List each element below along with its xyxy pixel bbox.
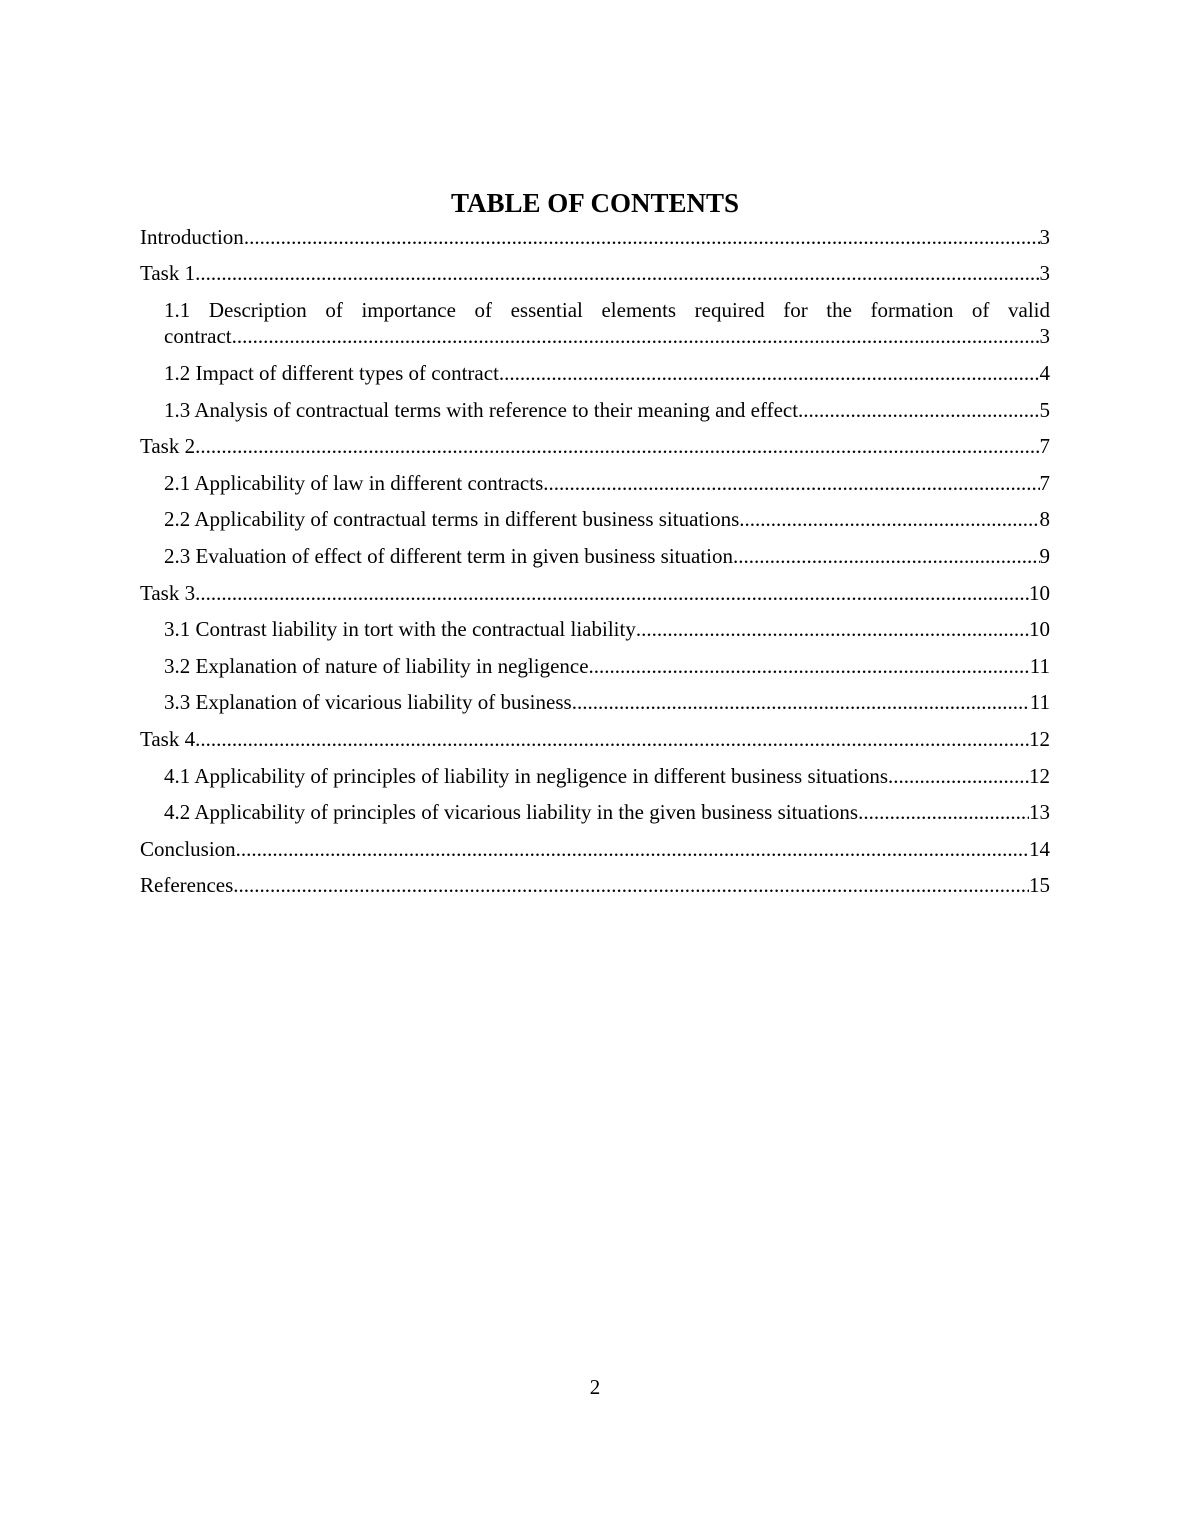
toc-entry-label: 4.2 Applicability of principles of vicarious liability in the given business situations xyxy=(164,800,859,824)
toc-entry-page: 9 xyxy=(1039,544,1050,568)
toc-entry-page: 12 xyxy=(1029,764,1050,788)
toc-entry-label: 3.2 Explanation of nature of liability in negligence xyxy=(164,654,589,678)
toc-entry-task-1[interactable] xyxy=(140,260,1050,286)
toc-entry-label: 4.1 Applicability of principles of liability in negligence in different business situations xyxy=(164,764,888,788)
toc-entry-label: Task 3 xyxy=(140,581,196,605)
toc-leader-dots xyxy=(636,616,1029,642)
toc-entry-page: 11 xyxy=(1029,690,1050,714)
toc-entry-4-2[interactable] xyxy=(164,799,1050,825)
toc-leader-dots xyxy=(739,506,1039,532)
toc-leader-dots xyxy=(543,470,1039,496)
toc-entry-label: 3.3 Explanation of vicarious liability of business xyxy=(164,690,572,714)
toc-leader-dots xyxy=(236,836,1029,862)
toc-leader-dots xyxy=(798,397,1039,423)
toc-entry-page: 10 xyxy=(1029,581,1050,605)
toc-entry-page: 10 xyxy=(1029,617,1050,641)
toc-entry-page: 3 xyxy=(1039,324,1050,348)
toc-entry-1-2[interactable] xyxy=(164,360,1050,386)
toc-entry-1-3[interactable] xyxy=(164,397,1050,423)
toc-entry-label: 2.1 Applicability of law in different contracts xyxy=(164,471,544,495)
toc-entry-4-1[interactable] xyxy=(164,763,1050,789)
toc-leader-dots xyxy=(195,260,1039,286)
toc-entry-conclusion[interactable] xyxy=(140,836,1050,862)
toc-entry-page: 11 xyxy=(1029,654,1050,678)
toc-entry-page: 4 xyxy=(1039,361,1050,385)
toc-entry-3-1[interactable] xyxy=(164,616,1050,642)
toc-entry-page: 3 xyxy=(1039,225,1050,249)
toc-leader-dots xyxy=(733,543,1040,569)
toc-leader-dots xyxy=(858,799,1029,825)
toc-entry-label: Conclusion xyxy=(140,837,236,861)
toc-leader-dots xyxy=(572,689,1030,715)
toc-entry-3-3[interactable] xyxy=(164,689,1050,715)
toc-leader-dots xyxy=(195,433,1039,459)
toc-entry-page: 8 xyxy=(1039,507,1050,531)
toc-entry-label: References xyxy=(140,873,234,897)
toc-entry-label: 2.2 Applicability of contractual terms in different business situations xyxy=(164,507,740,531)
toc-entry-page: 3 xyxy=(1039,261,1050,285)
toc-leader-dots xyxy=(233,872,1029,898)
toc-entry-page: 5 xyxy=(1039,398,1050,422)
toc-entry-label-line1: 1.1 Description of importance of essential elements required for the formation of valid xyxy=(164,298,1050,322)
toc-entry-label: contract xyxy=(164,324,232,348)
toc-leader-dots xyxy=(195,726,1029,752)
toc-entry-label: Task 4 xyxy=(140,727,196,751)
toc-entry-introduction[interactable] xyxy=(140,224,1050,250)
toc-leader-dots xyxy=(244,224,1040,250)
toc-entry-label: 1.2 Impact of different types of contract xyxy=(164,361,499,385)
toc-title: TABLE OF CONTENTS xyxy=(450,188,740,218)
toc-entry-1-1[interactable] xyxy=(164,297,1050,349)
toc-entry-task-4[interactable] xyxy=(140,726,1050,752)
toc-entry-page: 15 xyxy=(1029,873,1050,897)
toc-entry-label: Task 1 xyxy=(140,261,196,285)
toc-entry-label: Introduction xyxy=(140,225,244,249)
toc-entry-page: 7 xyxy=(1039,471,1050,495)
toc-leader-dots xyxy=(499,360,1040,386)
toc-entry-task-3[interactable] xyxy=(140,580,1050,606)
toc-entry-page: 7 xyxy=(1039,434,1050,458)
page-number: 2 xyxy=(589,1375,601,1399)
toc-entry-2-3[interactable] xyxy=(164,543,1050,569)
toc-entry-page: 13 xyxy=(1029,800,1050,824)
toc-entry-task-2[interactable] xyxy=(140,433,1050,459)
toc-entry-label: 3.1 Contrast liability in tort with the contractual liability xyxy=(164,617,636,641)
toc-entry-2-1[interactable] xyxy=(164,470,1050,496)
toc-leader-dots xyxy=(232,323,1040,349)
toc-leader-dots xyxy=(195,580,1029,606)
toc-entry-label: 1.3 Analysis of contractual terms with reference to their meaning and effect xyxy=(164,398,799,422)
toc-leader-dots xyxy=(589,653,1030,679)
toc-entry-3-2[interactable] xyxy=(164,653,1050,679)
toc-entry-label: Task 2 xyxy=(140,434,196,458)
toc-entry-page: 12 xyxy=(1029,727,1050,751)
toc-leader-dots xyxy=(888,763,1029,789)
toc-entry-label: 2.3 Evaluation of effect of different term in given business situation xyxy=(164,544,733,568)
toc-entry-2-2[interactable] xyxy=(164,506,1050,532)
toc-entry-page: 14 xyxy=(1029,837,1050,861)
toc-entry-references[interactable] xyxy=(140,872,1050,898)
